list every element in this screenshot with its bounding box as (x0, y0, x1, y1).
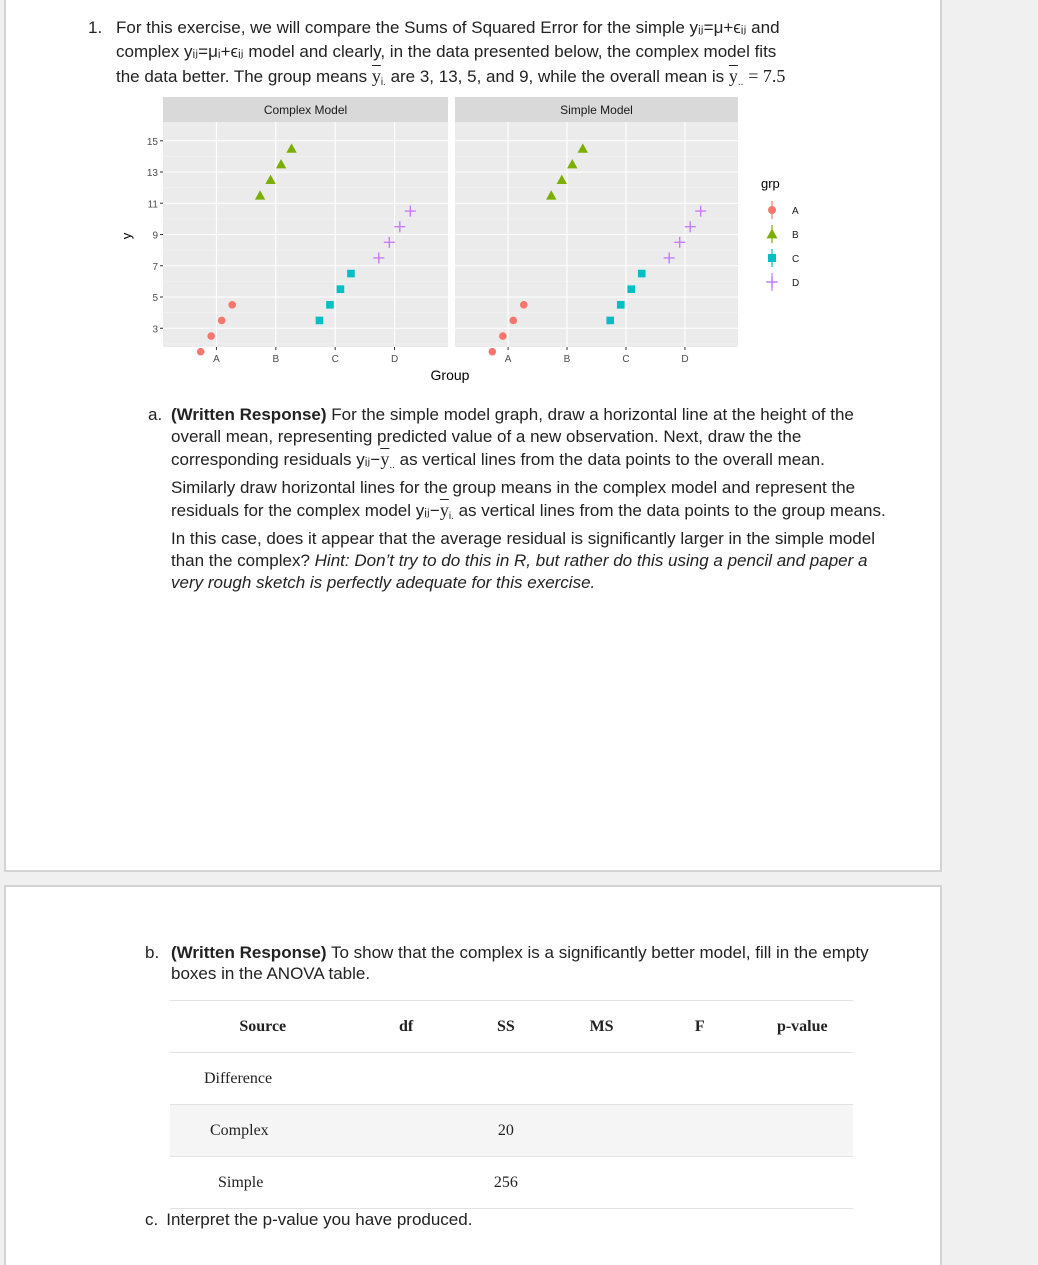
y-tick-label: 7 (152, 261, 158, 273)
x-tick-label: B (563, 354, 571, 365)
ms-cell[interactable] (555, 1157, 648, 1209)
x-tick-label: C (331, 354, 339, 365)
p-value-cell[interactable] (752, 1105, 853, 1157)
x-axis-title: Group (430, 367, 470, 383)
anova-table (170, 1000, 853, 1209)
ss-cell[interactable] (457, 1053, 555, 1105)
x-tick-label: A (504, 354, 512, 365)
df-cell[interactable] (356, 1105, 457, 1157)
legend-label: A (792, 206, 799, 217)
source-cell: Difference (170, 1053, 356, 1105)
ss-cell: 256 (457, 1157, 555, 1209)
f-cell[interactable] (648, 1053, 751, 1105)
data-point (627, 285, 635, 293)
faceted-scatter-chart (0, 0, 1038, 400)
p-value-cell[interactable] (752, 1053, 853, 1105)
data-point (499, 332, 507, 340)
ms-cell[interactable] (555, 1105, 648, 1157)
x-tick-label: D (681, 354, 689, 365)
question-1-line-3: the data better. The group means $\overline{y}_{i.}$ are 3, 13, 5, and 9, while the overall mean is $\overline{y}_{..} = 7.5$ (116, 66, 786, 88)
y-tick-label: 15 (146, 136, 158, 148)
data-point (617, 301, 625, 309)
question-1-line-2: complex yᵢⱼ=μᵢ+ϵᵢⱼ model and clearly, in the data presented below, the complex model fits (116, 42, 777, 61)
data-point (326, 301, 334, 309)
ybar-overall-symbol: $\overline{y}$ (728, 66, 738, 86)
question-number: 1. (88, 18, 103, 37)
legend-key-marker (768, 254, 776, 262)
data-point (347, 270, 355, 278)
part-a-hint: Hint: Don’t try to do this in R, but rather do this using a pencil and paper a very rough sketch is perfectly adequate for this exercise. (171, 551, 868, 592)
part-c-label: c. (145, 1210, 159, 1229)
anova-row-difference (170, 1053, 853, 1105)
data-point (207, 332, 215, 340)
data-point (489, 348, 497, 356)
ms-cell[interactable] (555, 1053, 648, 1105)
y-axis-title: y (119, 232, 134, 240)
legend-key-marker (767, 229, 778, 239)
data-point (218, 317, 226, 325)
header-f: F (648, 1001, 751, 1053)
facet-title: Simple Model (560, 103, 633, 117)
anova-row-complex (170, 1105, 853, 1157)
f-cell[interactable] (648, 1105, 751, 1157)
data-point (520, 301, 528, 309)
data-point (638, 270, 646, 278)
data-point (197, 348, 205, 356)
anova-header-row (170, 1001, 853, 1053)
y-tick-label: 3 (152, 324, 158, 336)
legend-title: grp (761, 176, 780, 191)
y-tick-label: 11 (147, 199, 158, 211)
part-a-text: (Written Response) For the simple model graph, draw a horizontal line at the height of the overall mean, representing predicted value of a new observation. Next, draw the the corresponding residuals $yᵢⱼ-\overline{y}_{..}$ as vertical lines from the data points to the overall mean. Similarly draw horizontal lines for the group means in the complex model and represent the residuals for the complex model $yᵢⱼ-\overline{y}_{i.}$ as vertical lines from the data points to the group means. In this case, does it appear that the average residual is significantly larger in the simple model than the complex? Hint: Don’t try to do this in R, but rather do this using a pencil and paper a very rough sketch is perfectly adequate for this exercise. (171, 405, 886, 592)
source-cell: Simple (170, 1157, 356, 1209)
y-tick-label: 9 (152, 230, 158, 242)
legend-key-marker (768, 206, 776, 214)
part-c (145, 1210, 472, 1230)
ybar-symbol: $\overline{y}$ (371, 66, 381, 86)
part-c-text: Interpret the p-value you have produced. (166, 1210, 473, 1229)
y-tick-label: 5 (152, 293, 158, 304)
x-tick-label: A (213, 354, 220, 365)
y-tick-label: 13 (146, 168, 158, 179)
part-b-text: (Written Response) To show that the complex is a significantly better model, fill in the empty boxes in the ANOVA table. (171, 943, 869, 983)
df-cell[interactable] (356, 1053, 457, 1105)
header-source: Source (170, 1001, 356, 1053)
header-df: df (356, 1001, 457, 1053)
legend-label: B (792, 230, 799, 241)
x-tick-label: C (622, 354, 630, 365)
facet-title: Complex Model (263, 103, 348, 117)
header-ss: SS (457, 1001, 555, 1053)
f-cell[interactable] (648, 1157, 751, 1209)
part-a-label: a. (148, 405, 163, 424)
data-point (228, 301, 236, 309)
anova-row-simple (170, 1157, 853, 1209)
ss-cell: 20 (457, 1105, 555, 1157)
data-point (606, 317, 614, 325)
x-tick-label: B (272, 354, 280, 365)
question-1-line-1: For this exercise, we will compare the Sums of Squared Error for the simple yᵢⱼ=μ+ϵᵢⱼ and (116, 18, 780, 37)
header-ms: MS (555, 1001, 648, 1053)
legend-key-marker (766, 276, 778, 288)
part-b-label: b. (145, 943, 160, 962)
x-tick-label: D (390, 354, 399, 365)
data-point (316, 317, 324, 325)
df-cell[interactable] (356, 1157, 457, 1209)
source-cell: Complex (170, 1105, 356, 1157)
overall-mean-value: = 7.5 (748, 66, 786, 86)
legend-label: D (792, 278, 800, 289)
legend-label: C (792, 254, 800, 265)
header-p-value: p-value (752, 1001, 853, 1053)
data-point (510, 317, 518, 325)
data-point (337, 285, 345, 293)
p-value-cell[interactable] (752, 1157, 853, 1209)
